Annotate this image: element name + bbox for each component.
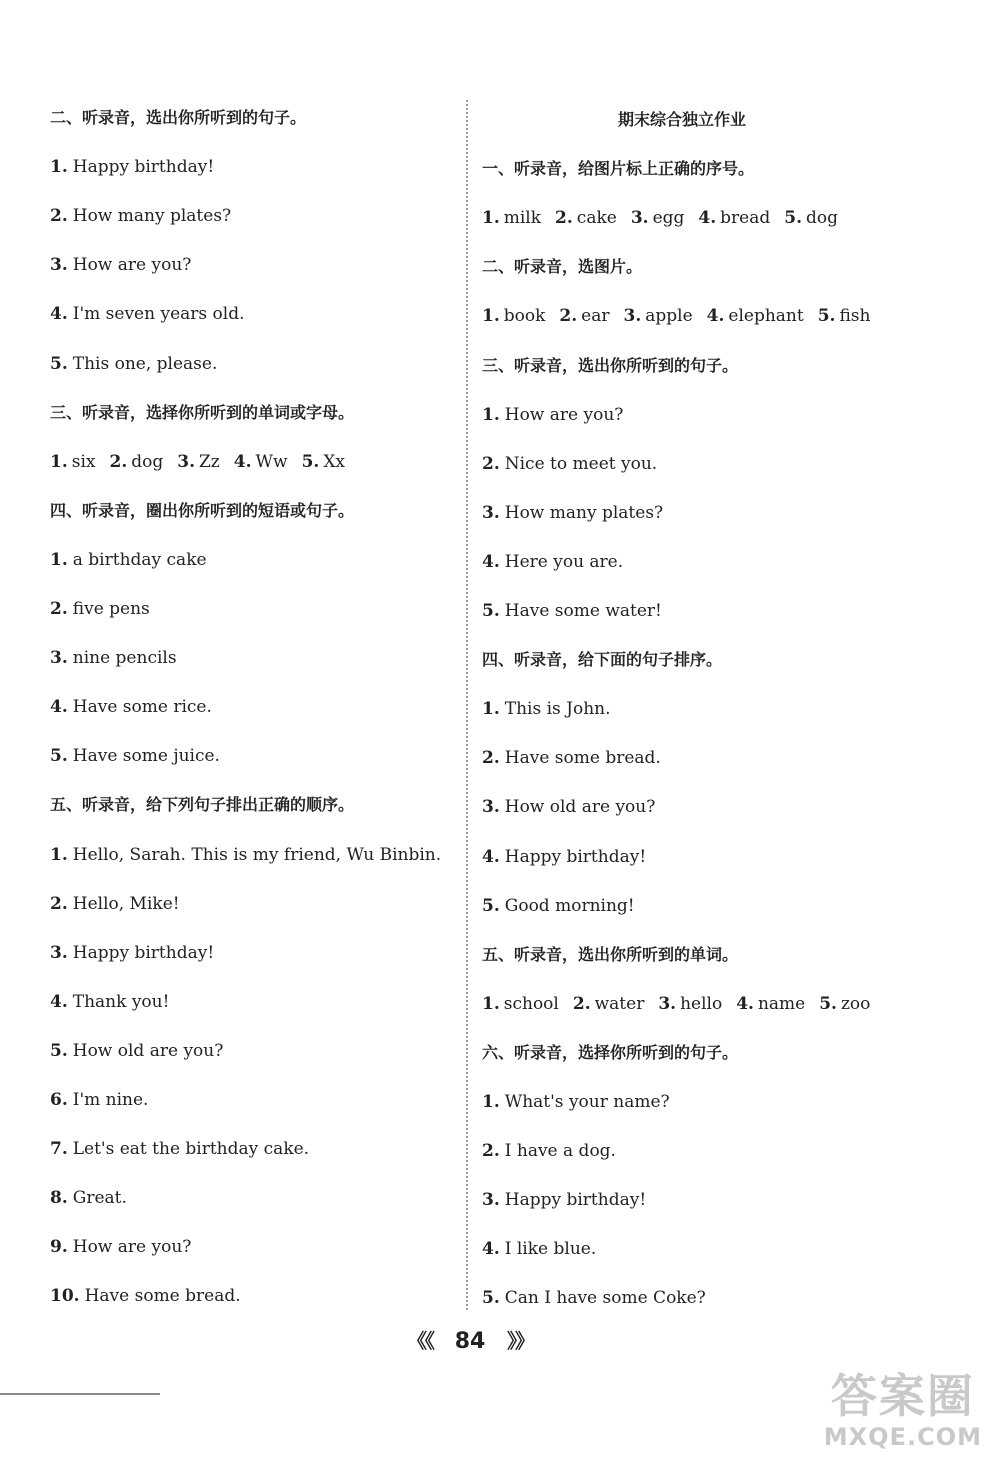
item-number: 4.: [50, 697, 68, 718]
inline-answer: [573, 994, 644, 1014]
item-number: 2.: [559, 306, 578, 327]
section-heading: 四、听录音，圈出你所听到的短语或句子。: [50, 500, 355, 520]
bottom-rule: [0, 1393, 160, 1395]
chevron-left-icon: 《《: [407, 1329, 434, 1353]
answer-item: [482, 747, 661, 769]
inline-answer: [555, 208, 617, 228]
item-text: fish: [839, 306, 871, 327]
inline-answer: [177, 452, 220, 472]
inline-answer: [559, 306, 609, 326]
item-text: egg: [652, 208, 685, 229]
answer-item: [50, 1089, 148, 1111]
answer-item: [50, 844, 441, 866]
item-number: 1.: [50, 844, 68, 865]
answer-item: [482, 895, 635, 917]
item-number: 2.: [482, 453, 500, 474]
item-text: cake: [576, 208, 617, 229]
item-number: 3.: [50, 255, 68, 276]
item-text: water: [594, 993, 645, 1014]
item-text: nine pencils: [72, 648, 177, 669]
watermark-line2: MXQE.COM: [823, 1423, 982, 1451]
item-text: book: [503, 306, 546, 327]
answer-item: [50, 254, 191, 276]
item-number: 7.: [50, 1139, 68, 1160]
item-number: 5.: [784, 208, 802, 229]
item-text: Have some bread.: [504, 748, 661, 769]
item-number: 1.: [482, 1092, 500, 1112]
section-heading: 四、听录音，给下面的句子排序。: [482, 650, 723, 670]
inline-answer: [482, 208, 541, 228]
item-number: 4.: [482, 1239, 500, 1260]
answer-item: [482, 698, 611, 720]
inline-answer: [234, 452, 288, 472]
item-text: How are you?: [504, 404, 624, 425]
item-number: 2.: [50, 206, 68, 227]
answer-item: [482, 404, 623, 426]
answer-item: [50, 549, 207, 571]
item-text: Happy birthday!: [72, 942, 215, 963]
inline-answer: [50, 452, 96, 472]
item-number: 4.: [482, 846, 500, 867]
item-text: Happy birthday!: [504, 846, 647, 867]
chevron-right-icon: 》》: [506, 1329, 533, 1353]
item-number: 1.: [482, 208, 500, 229]
section-heading: 三、听录音，选择你所听到的单词或字母。: [50, 402, 355, 422]
item-number: 9.: [50, 1237, 68, 1258]
item-text: elephant: [728, 306, 804, 327]
section-heading: 三、听录音，选出你所听到的句子。: [482, 355, 739, 375]
inline-answer: [784, 208, 838, 228]
item-number: 3.: [177, 451, 195, 472]
inline-answer: [698, 208, 770, 228]
item-text: I like blue.: [504, 1239, 597, 1260]
item-number: 4.: [482, 551, 500, 572]
item-number: 2.: [50, 893, 68, 914]
item-text: Zz: [199, 451, 220, 472]
item-number: 3.: [482, 1190, 500, 1211]
item-number: 3.: [482, 502, 500, 523]
item-text: Here you are.: [504, 551, 624, 572]
item-text: How old are you?: [504, 797, 656, 818]
item-text: Thank you!: [72, 991, 170, 1012]
answer-item: [50, 942, 214, 964]
item-number: 1.: [482, 993, 500, 1014]
page-number: [0, 1325, 940, 1354]
inline-answer: [302, 452, 345, 472]
section-heading: 五、听录音，选出你所听到的单词。: [482, 944, 739, 964]
answer-item: [50, 598, 150, 620]
section-heading: 六、听录音，选择你所听到的句子。: [482, 1042, 739, 1062]
answer-item: [482, 796, 655, 818]
item-text: Happy birthday!: [72, 157, 215, 178]
item-text: Hello, Mike!: [72, 893, 180, 914]
inline-answers: [482, 305, 884, 327]
inline-answers: [482, 993, 884, 1015]
item-number: 1.: [482, 699, 500, 720]
answer-item: [482, 453, 657, 475]
item-number: 2.: [482, 1141, 500, 1162]
answer-item: [50, 156, 214, 178]
item-text: apple: [645, 306, 693, 327]
section-heading: 一、听录音，给图片标上正确的序号。: [482, 159, 755, 179]
inline-answer: [482, 994, 559, 1014]
item-text: Xx: [323, 451, 346, 472]
answer-item: [50, 745, 220, 767]
item-number: 5.: [50, 746, 68, 767]
item-text: Happy birthday!: [504, 1190, 647, 1211]
inline-answer: [707, 306, 804, 326]
inline-answer: [818, 306, 871, 326]
item-number: 5.: [819, 993, 837, 1014]
item-number: 5.: [482, 895, 500, 916]
answer-item: [50, 991, 169, 1013]
item-number: 5.: [50, 1040, 68, 1061]
item-number: 4.: [698, 208, 717, 229]
column-divider: [466, 100, 468, 1310]
item-text: milk: [503, 208, 542, 229]
item-number: 6.: [50, 1090, 68, 1110]
inline-answer: [110, 452, 164, 472]
item-number: 4.: [233, 451, 252, 472]
answer-item: [482, 502, 663, 524]
item-number: 2.: [109, 451, 128, 472]
item-text: ear: [581, 306, 610, 327]
item-number: 4.: [706, 306, 725, 327]
item-number: 2.: [50, 599, 68, 619]
section-heading: 五、听录音，给下列句子排出正确的顺序。: [50, 795, 355, 815]
item-text: How many plates?: [504, 502, 664, 523]
inline-answer: [623, 306, 692, 326]
item-number: 2.: [555, 208, 573, 229]
item-text: This is John.: [504, 699, 611, 720]
item-text: I have a dog.: [504, 1141, 616, 1162]
answer-item: [482, 600, 662, 622]
item-text: Have some juice.: [72, 746, 220, 767]
item-number: 1.: [482, 306, 500, 327]
item-text: six: [71, 451, 96, 472]
item-text: dog: [806, 208, 838, 229]
item-text: Great.: [72, 1188, 127, 1209]
item-text: Have some rice.: [72, 697, 212, 718]
answer-item: [50, 303, 244, 325]
item-text: five pens: [72, 599, 150, 619]
item-text: bread: [720, 208, 771, 229]
item-number: 5.: [817, 306, 836, 327]
item-text: Hello, Sarah. This is my friend, Wu Binbin.: [72, 844, 442, 865]
item-number: 3.: [630, 208, 649, 229]
item-text: I'm seven years old.: [72, 304, 245, 325]
item-number: 3.: [50, 942, 68, 963]
answer-item: [50, 1040, 223, 1062]
answer-item: [50, 205, 231, 227]
answer-item: [50, 893, 180, 915]
inline-answer: [658, 994, 722, 1014]
item-text: Good morning!: [504, 895, 635, 916]
item-text: a birthday cake: [72, 549, 207, 570]
answer-item: [50, 696, 212, 718]
answer-item: [50, 353, 217, 375]
item-number: 10.: [50, 1286, 80, 1307]
inline-answers: [482, 207, 852, 229]
inline-answer: [819, 994, 870, 1014]
answer-item: [50, 1236, 191, 1258]
item-text: Can I have some Coke?: [504, 1288, 706, 1309]
answer-item: [482, 846, 646, 868]
item-number: 1.: [482, 404, 500, 425]
page-number-value: 84: [454, 1329, 486, 1354]
item-text: What's your name?: [504, 1092, 670, 1112]
item-text: This one, please.: [72, 353, 218, 374]
item-text: How are you?: [72, 255, 192, 276]
item-number: 1.: [50, 157, 68, 178]
item-text: name: [757, 993, 806, 1014]
answer-item: [482, 1189, 646, 1211]
answer-item: [50, 647, 177, 669]
item-text: How many plates?: [72, 206, 232, 227]
item-number: 4.: [736, 993, 754, 1014]
answer-item: [50, 1138, 309, 1160]
answer-item: [482, 1287, 706, 1309]
item-text: hello: [680, 993, 723, 1014]
item-text: I'm nine.: [72, 1090, 149, 1110]
section-heading: 二、听录音，选图片。: [482, 257, 643, 277]
answer-item: [482, 1238, 596, 1260]
watermark-line1: 答案圈: [830, 1369, 975, 1423]
item-text: How old are you?: [72, 1040, 224, 1061]
inline-answers: [50, 451, 359, 473]
item-number: 2.: [482, 748, 500, 769]
item-number: 5.: [482, 1288, 500, 1309]
inline-answer: [631, 208, 685, 228]
item-text: Have some bread.: [84, 1286, 241, 1307]
item-text: Let's eat the birthday cake.: [72, 1139, 310, 1160]
column-title: 期末综合独立作业: [617, 110, 746, 129]
watermark-logo: [824, 1370, 982, 1452]
item-number: 4.: [50, 304, 68, 325]
item-number: 1.: [50, 451, 68, 472]
item-text: school: [503, 993, 559, 1014]
item-number: 3.: [50, 648, 68, 669]
answer-item: [50, 1285, 241, 1307]
item-number: 3.: [482, 797, 500, 818]
item-text: Nice to meet you.: [504, 453, 658, 474]
inline-answer: [736, 994, 805, 1014]
answer-item: [482, 1140, 616, 1162]
item-number: 3.: [658, 993, 677, 1014]
item-number: 8.: [50, 1188, 68, 1209]
item-text: zoo: [840, 993, 871, 1014]
section-heading: 二、听录音，选出你所听到的句子。: [50, 108, 307, 127]
inline-answer: [482, 306, 545, 326]
answer-item: [50, 1187, 127, 1209]
item-text: Have some water!: [504, 601, 662, 621]
item-text: How are you?: [72, 1237, 192, 1258]
answer-item: [482, 551, 623, 573]
item-number: 5.: [482, 601, 500, 621]
answer-item: [482, 1091, 670, 1113]
item-text: dog: [131, 451, 164, 472]
item-text: Ww: [255, 451, 288, 472]
item-number: 5.: [301, 451, 320, 472]
item-number: 5.: [50, 353, 68, 374]
item-number: 3.: [623, 306, 642, 327]
item-number: 1.: [50, 549, 68, 570]
item-number: 4.: [50, 991, 68, 1012]
item-number: 2.: [572, 993, 591, 1014]
